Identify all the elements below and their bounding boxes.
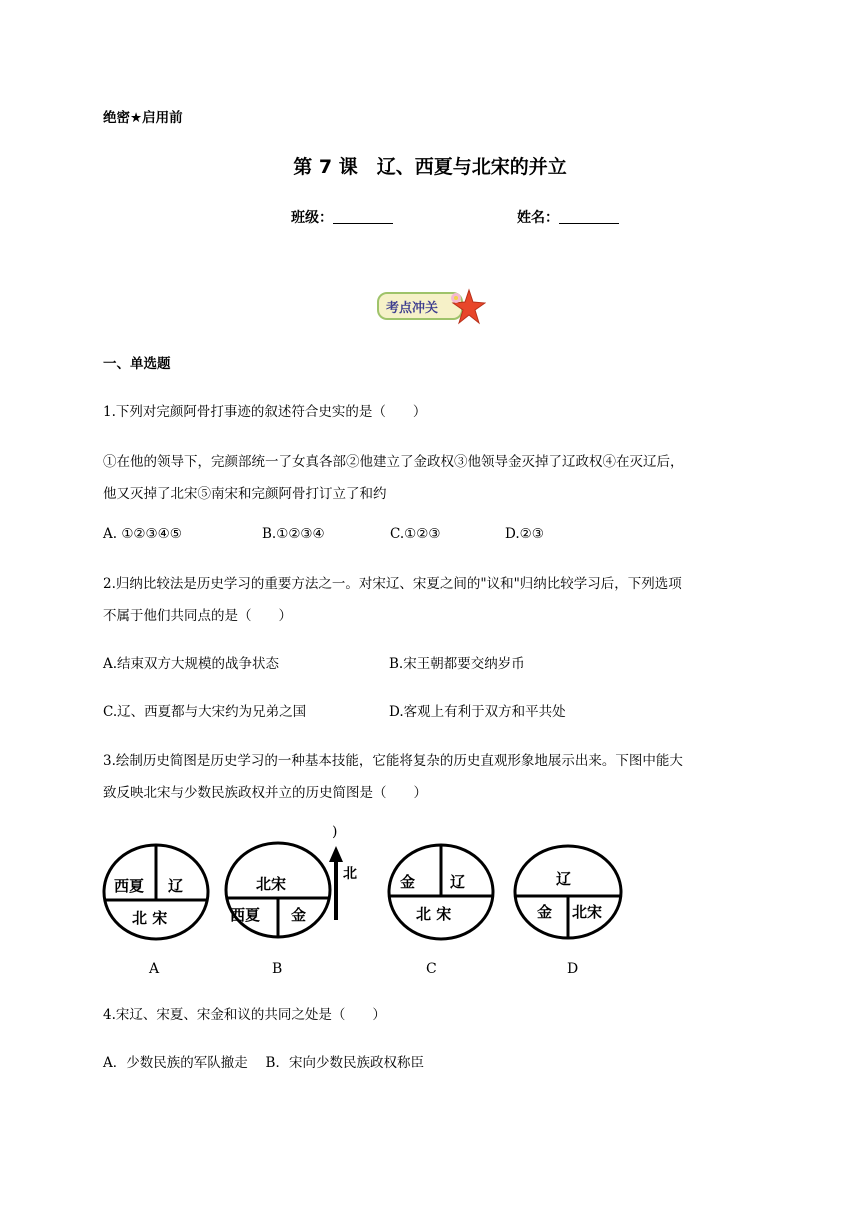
class-blank[interactable]: [333, 209, 393, 224]
diagram-a-caption: A: [149, 961, 160, 977]
north-label: 北: [343, 866, 357, 882]
diagram-a-cell-1: 西夏: [114, 877, 145, 895]
diagram-b-cell-1: 北宋: [256, 875, 287, 893]
q3-stem-line1: 3.绘制历史简图是历史学习的一种基本技能，它能将复杂的历史直观形象地展示出来。下图中能大: [103, 753, 683, 769]
q2-option-c[interactable]: C.辽、西夏都与大宋约为兄弟之国: [103, 704, 307, 720]
diagram-d-caption: D: [567, 961, 579, 977]
figure-bracket: ): [332, 824, 338, 840]
q4-stem: 4.宋辽、宋夏、宋金和议的共同之处是（ ）: [103, 1007, 386, 1023]
diagram-b-caption: B: [272, 961, 283, 977]
diagram-c-cell-1: 金: [400, 873, 416, 891]
diagram-b-cell-3: 金: [291, 906, 307, 924]
diagram-d-cell-1: 辽: [556, 870, 572, 888]
diagram-c-caption: C: [426, 961, 437, 977]
diagram-a-cell-3: 北 宋: [132, 909, 168, 927]
q2-stem-line1: 2.归纳比较法是历史学习的重要方法之一。对宋辽、宋夏之间的"议和"归纳比较学习后，下列选项: [103, 576, 682, 592]
q1-stem: 1.下列对完颜阿骨打事迹的叙述符合史实的是（ ）: [103, 404, 427, 420]
q2-option-a[interactable]: A.结束双方大规模的战争状态: [103, 656, 280, 672]
diagram-a-cell-2: 辽: [168, 877, 184, 895]
section-title: 一、单选题: [103, 356, 171, 372]
diagram-b-cell-2: 西夏: [230, 906, 261, 924]
q2-option-d[interactable]: D.客观上有利于双方和平共处: [389, 704, 566, 720]
name-blank[interactable]: [559, 209, 619, 224]
confidential-label: 绝密★启用前: [103, 110, 183, 126]
q2-option-b[interactable]: B.宋王朝都要交纳岁币: [389, 656, 525, 672]
q4-options-line[interactable]: A．少数民族的军队撤走 B．宋向少数民族政权称臣: [103, 1055, 424, 1071]
q3-stem-line2: 致反映北宋与少数民族政权并立的历史简图是（ ）: [103, 785, 427, 801]
q1-detail-line2: 他又灭掉了北宋⑤南宋和完颜阿骨打订立了和约: [103, 486, 387, 502]
q1-option-c[interactable]: C.①②③: [390, 526, 441, 542]
diagram-d-cell-3: 北宋: [572, 903, 603, 921]
class-field: [291, 207, 393, 227]
name-label: 姓名：: [517, 210, 559, 226]
name-field: [517, 207, 619, 227]
class-label: 班级：: [291, 210, 333, 226]
diagram-d-cell-2: 金: [537, 903, 553, 921]
diagram-c-cell-2: 辽: [450, 873, 466, 891]
q1-option-d[interactable]: D.②③: [505, 526, 544, 542]
north-arrow-icon: [329, 846, 343, 920]
lesson-title: 第 7 课 辽、西夏与北宋的并立: [293, 156, 567, 178]
q1-detail-line1: ①在他的领导下，完颜部统一了女真各部②他建立了金政权③他领导金灭掉了辽政权④在灭辽后，: [103, 454, 684, 470]
badge: [376, 288, 486, 326]
diagram-c-cell-3: 北 宋: [416, 905, 452, 923]
q2-stem-line2: 不属于他们共同点的是（ ）: [103, 608, 292, 624]
q1-option-b[interactable]: B.①②③④: [262, 526, 325, 542]
badge-label: 考点冲关: [386, 301, 439, 316]
map-diagrams-figure: [96, 820, 636, 985]
badge-graphic: [376, 288, 486, 326]
q1-option-a[interactable]: A. ①②③④⑤: [103, 526, 182, 542]
